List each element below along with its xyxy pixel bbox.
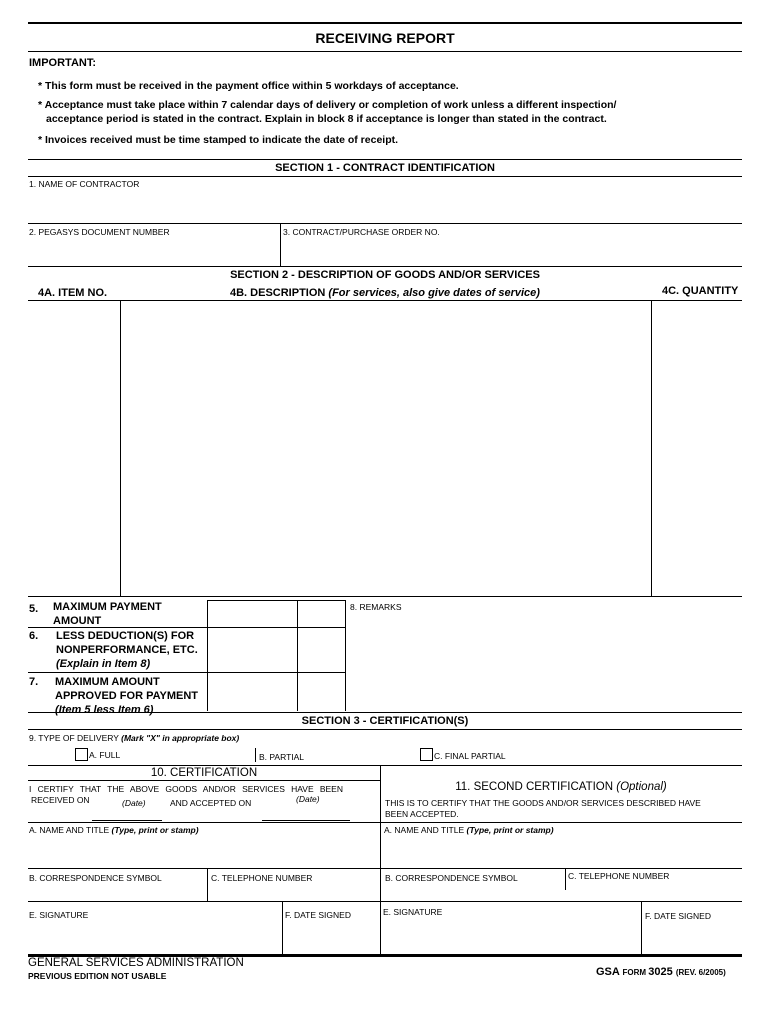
- agency-name: GENERAL SERVICES ADMINISTRATION: [28, 957, 244, 969]
- title-rule: [28, 51, 742, 52]
- cert10-signature-field[interactable]: [28, 921, 281, 953]
- section3-heading: SECTION 3 - CERTIFICATION(S): [301, 715, 469, 727]
- cert10-corr-label: B. CORRESPONDENCE SYMBOL: [29, 873, 162, 883]
- cert10-signature-label: E. SIGNATURE: [29, 910, 89, 920]
- partial-delivery-label: B. PARTIAL: [259, 752, 305, 762]
- cert10-corr-rule: [28, 901, 380, 902]
- section1-heading-rule: [28, 176, 742, 177]
- remarks-field[interactable]: [347, 613, 742, 711]
- received-date-hint: (Date): [122, 798, 146, 808]
- delivery-label: 9. TYPE OF DELIVERY (Mark "X" in appropriate box): [29, 733, 240, 743]
- form-title: RECEIVING REPORT: [315, 30, 455, 46]
- accepted-date-field[interactable]: [262, 806, 350, 820]
- deduction-dollars-field[interactable]: [208, 628, 296, 671]
- item-no-field[interactable]: [28, 301, 119, 595]
- partial-delivery-checkbox[interactable]: [244, 748, 255, 761]
- section2-heading: SECTION 2 - DESCRIPTION OF GOODS AND/OR SERVICES: [230, 269, 540, 281]
- cert11-phone-label: C. TELEPHONE NUMBER: [568, 871, 670, 881]
- approved-cents-field[interactable]: [298, 673, 344, 710]
- cert10-name-rule: [28, 868, 380, 869]
- item5-label: MAXIMUM PAYMENT AMOUNT: [53, 601, 162, 627]
- quantity-field[interactable]: [652, 301, 742, 595]
- section2-bottom-rule: [28, 596, 742, 597]
- accepted-date-line: [262, 820, 350, 821]
- item-no-header: 4A. ITEM NO.: [38, 287, 108, 299]
- section1-heading: SECTION 1 - CONTRACT IDENTIFICATION: [275, 162, 495, 174]
- previous-edition-note: PREVIOUS EDITION NOT USABLE: [28, 971, 167, 981]
- cert11-name-title-label: A. NAME AND TITLE (Type, print or stamp): [384, 825, 554, 835]
- cert11-phone-field[interactable]: [567, 884, 742, 900]
- cert10-heading-rule: [28, 780, 380, 781]
- final-partial-checkbox[interactable]: [420, 748, 433, 761]
- remarks-divider: [345, 600, 346, 711]
- full-delivery-label: A. FULL: [89, 750, 121, 760]
- contractor-label: 1. NAME OF CONTRACTOR: [29, 179, 140, 189]
- important-heading: IMPORTANT:: [29, 57, 97, 69]
- approved-dollars-field[interactable]: [208, 673, 296, 710]
- top-rule: [28, 22, 742, 24]
- item7-label: MAXIMUM AMOUNT APPROVED FOR PAYMENT (Item 5 less Item 6): [55, 676, 199, 716]
- cert11-statement-2: BEEN ACCEPTED.: [385, 809, 459, 819]
- cert10-phone-field[interactable]: [208, 884, 379, 900]
- item6-label: LESS DEDUCTION(S) FOR NONPERFORMANCE, ETC. (Explain in Item 8): [56, 630, 198, 670]
- cert11-date-signed-label: F. DATE SIGNED: [645, 911, 711, 921]
- cert11-corr-label: B. CORRESPONDENCE SYMBOL: [385, 873, 518, 883]
- item5-number: 5.: [29, 603, 39, 615]
- section1-top-rule: [28, 159, 742, 160]
- received-date-line: [92, 820, 162, 821]
- cert10-heading: 10. CERTIFICATION: [150, 767, 258, 779]
- important-bullet-1: * This form must be received in the payment office within 5 workdays of acceptance.: [38, 80, 459, 92]
- received-date-field[interactable]: [92, 806, 162, 820]
- contractor-bottom-rule: [28, 223, 742, 224]
- form-number: GSA FORM 3025 (REV. 6/2005): [596, 966, 726, 978]
- received-on-label: RECEIVED ON: [31, 795, 90, 805]
- cert11-name-title-field[interactable]: [381, 836, 742, 867]
- cert11-signature-field[interactable]: [381, 919, 640, 953]
- deduction-cents-field[interactable]: [298, 628, 344, 671]
- cert10-phone-label: C. TELEPHONE NUMBER: [211, 873, 313, 883]
- cert11-statement: THIS IS TO CERTIFY THAT THE GOODS AND/OR SERVICES DESCRIBED HAVE: [385, 798, 701, 808]
- quantity-header: 4C. QUANTITY: [662, 285, 739, 297]
- item7-number: 7.: [29, 676, 39, 688]
- cert11-heading-note: (Optional): [616, 781, 667, 793]
- cert10-name-title-field[interactable]: [28, 836, 379, 867]
- important-bullet-2-cont: acceptance period is stated in the contract. Explain in block 8 if acceptance is longer than stated in the contract.: [46, 113, 607, 125]
- cert11-name-rule: [380, 868, 742, 869]
- contract-field[interactable]: [282, 238, 740, 264]
- cert10-statement-rule: [28, 822, 380, 823]
- cert-top-rule: [28, 765, 742, 766]
- section2-top-rule: [28, 266, 742, 267]
- cert10-date-signed-label: F. DATE SIGNED: [285, 910, 351, 920]
- pegasys-divider: [280, 223, 281, 266]
- cert11-corr-divider: [565, 868, 566, 890]
- pegasys-field[interactable]: [28, 238, 278, 264]
- max-payment-dollars-field[interactable]: [208, 601, 296, 626]
- section3-heading-rule: [28, 729, 742, 730]
- cert10-statement: I CERTIFY THAT THE ABOVE GOODS AND/OR SERVICES HAVE BEEN: [29, 784, 343, 794]
- contract-label: 3. CONTRACT/PURCHASE ORDER NO.: [283, 227, 440, 237]
- section3-top-rule: [28, 712, 742, 713]
- final-partial-label: C. FINAL PARTIAL: [434, 751, 506, 761]
- cert11-signature-label: E. SIGNATURE: [383, 907, 443, 917]
- cert11-corr-field[interactable]: [381, 884, 564, 900]
- important-bullet-3: * Invoices received must be time stamped to indicate the date of receipt.: [38, 134, 399, 146]
- cert11-statement-rule: [380, 822, 742, 823]
- cert11-corr-rule: [380, 901, 742, 902]
- description-header: 4B. DESCRIPTION (For services, also give dates of service): [230, 287, 540, 299]
- pegasys-label: 2. PEGASYS DOCUMENT NUMBER: [29, 227, 170, 237]
- cert11-date-signed-field[interactable]: [642, 922, 742, 953]
- cert11-heading: 11. SECOND CERTIFICATION (Optional): [455, 781, 667, 793]
- accepted-date-hint: (Date): [296, 794, 320, 804]
- accepted-on-label: AND ACCEPTED ON: [170, 798, 252, 808]
- max-payment-cents-field[interactable]: [298, 601, 344, 626]
- remarks-label: 8. REMARKS: [350, 602, 402, 612]
- cert10-corr-field[interactable]: [28, 884, 206, 900]
- cert10-date-signed-field[interactable]: [283, 921, 379, 953]
- full-delivery-checkbox[interactable]: [75, 748, 88, 761]
- description-field[interactable]: [121, 301, 650, 595]
- partial-tick: [255, 748, 256, 762]
- important-bullet-2: * Acceptance must take place within 7 calendar days of delivery or completion of work unless a different inspection/: [38, 99, 617, 111]
- description-header-note: (For services, also give dates of service): [328, 287, 540, 299]
- cert10-name-title-label: A. NAME AND TITLE (Type, print or stamp): [29, 825, 199, 835]
- item6-number: 6.: [29, 630, 39, 642]
- contractor-field[interactable]: [28, 190, 742, 222]
